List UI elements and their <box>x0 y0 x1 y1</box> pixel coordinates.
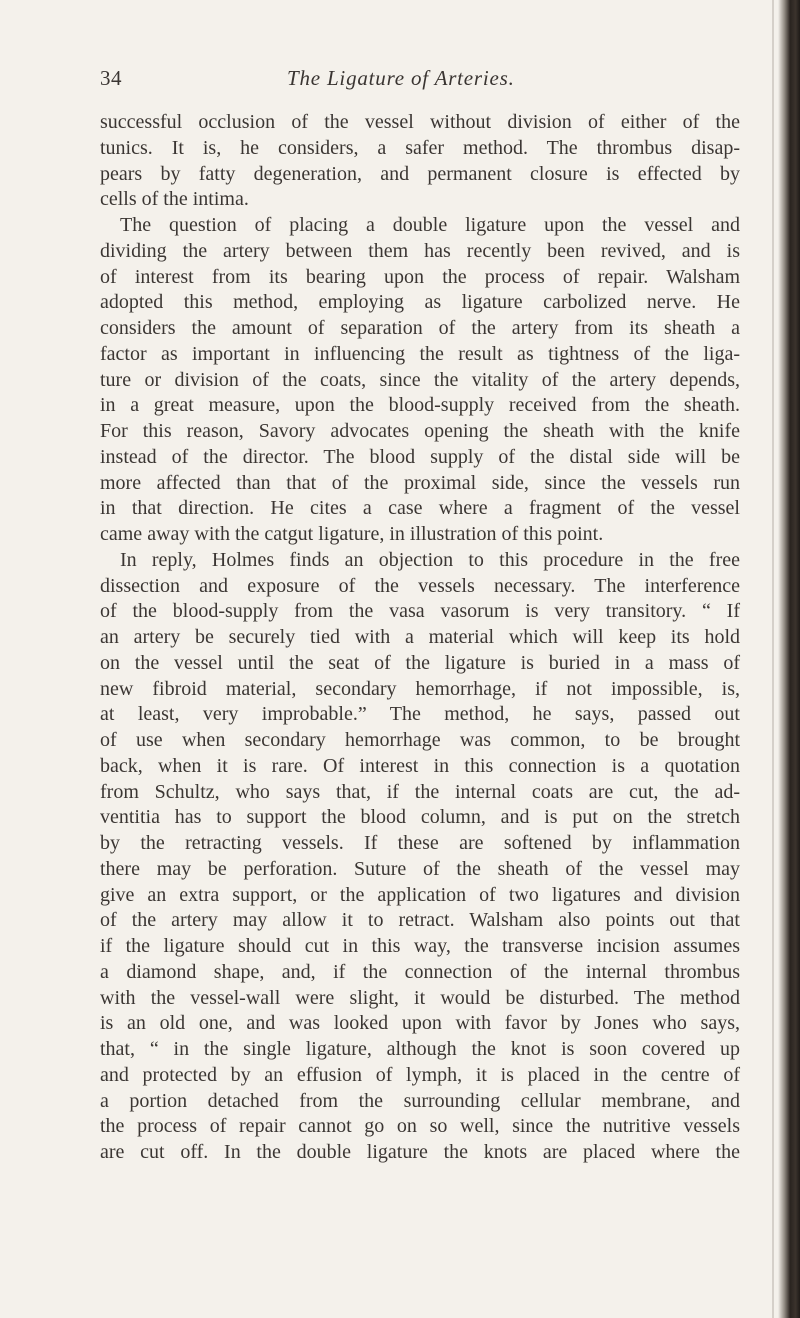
text-line: more affected than that of the proximal side, since the vessels run <box>100 471 740 494</box>
text-line: successful occlusion of the vessel without division of either of the <box>100 111 740 133</box>
text-line: cells of the intima. <box>100 188 249 211</box>
text-line: In reply, Holmes finds an objection to this procedure in the free <box>120 548 740 571</box>
text-line: dissection and exposure of the vessels necessary. The interference <box>100 574 740 597</box>
text-line: ture or division of the coats, since the vitality of the artery depends, <box>100 368 740 391</box>
text-line: a portion detached from the surrounding cellular membrane, and <box>100 1089 740 1112</box>
running-title: The Ligature of Arteries. <box>287 66 515 90</box>
text-line: of the artery may allow it to retract. Walsham also points out that <box>100 909 740 932</box>
page-number: 34 <box>100 66 122 90</box>
text-line: if the ligature should cut in this way, the transverse incision assumes <box>100 935 740 957</box>
text-line: ventitia has to support the blood column, and is put on the stretch <box>100 806 740 829</box>
text-line: dividing the artery between them has recently been revived, and is <box>100 239 740 262</box>
text-line: the process of repair cannot go on so well, since the nutritive vessels <box>100 1115 740 1138</box>
body-text <box>100 110 740 1166</box>
text-line: factor as important in influencing the result as tightness of the liga- <box>100 342 740 365</box>
text-line: with the vessel-wall were slight, it would be disturbed. The method <box>100 986 740 1009</box>
text-line: at least, very improbable.” The method, he says, passed out <box>100 703 740 726</box>
text-line: came away with the catgut ligature, in illustration of this point. <box>100 523 604 545</box>
page-edge-shadow <box>778 0 800 1318</box>
text-line: adopted this method, employing as ligature carbolized nerve. He <box>100 291 740 314</box>
text-line: new fibroid material, secondary hemorrhage, if not impossible, is, <box>100 677 740 700</box>
text-line: of interest from its bearing upon the process of repair. Walsham <box>100 265 740 288</box>
text-line: tunics. It is, he considers, a safer method. The thrombus disap- <box>100 136 740 159</box>
text-line: back, when it is rare. Of interest in this connection is a quotation <box>100 754 740 777</box>
page-edge-line <box>772 0 774 1318</box>
text-line: in that direction. He cites a case where a fragment of the vessel <box>100 497 740 520</box>
text-line: by the retracting vessels. If these are softened by inflammation <box>100 832 740 854</box>
text-line: on the vessel until the seat of the ligature is buried in a mass of <box>100 651 740 674</box>
text-line: from Schultz, who says that, if the internal coats are cut, the ad- <box>100 780 740 803</box>
text-line: give an extra support, or the application of two ligatures and division <box>100 883 740 906</box>
text-line: is an old one, and was looked upon with favor by Jones who says, <box>100 1012 740 1035</box>
text-line: there may be perforation. Suture of the sheath of the vessel may <box>100 857 740 880</box>
text-line: instead of the director. The blood supply of the distal side will be <box>100 445 740 468</box>
text-line: in a great measure, upon the blood-supply received from the sheath. <box>100 394 740 417</box>
running-head <box>100 66 740 100</box>
text-line: of the blood-supply from the vasa vasorum is very transitory. “ If <box>100 600 740 623</box>
text-line: that, “ in the single ligature, although the knot is soon covered up <box>100 1038 740 1060</box>
text-line: For this reason, Savory advocates opening the sheath with the knife <box>100 420 740 442</box>
text-line: are cut off. In the double ligature the knots are placed where the <box>100 1141 740 1163</box>
text-line: pears by fatty degeneration, and permanent closure is effected by <box>100 162 740 185</box>
text-line: and protected by an effusion of lymph, it is placed in the centre of <box>100 1063 740 1086</box>
text-line: a diamond shape, and, if the connection of the internal thrombus <box>100 960 740 983</box>
text-line: an artery be securely tied with a material which will keep its hold <box>100 626 740 648</box>
text-line: The question of placing a double ligature upon the vessel and <box>120 214 740 236</box>
text-line: of use when secondary hemorrhage was common, to be brought <box>100 729 740 751</box>
text-line: considers the amount of separation of the artery from its sheath a <box>100 317 740 339</box>
